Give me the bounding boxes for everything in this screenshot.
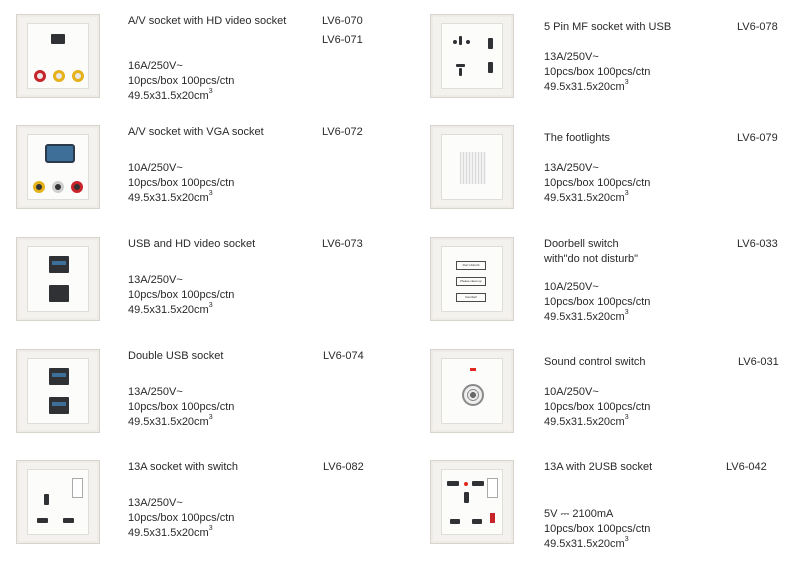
product-sound-control [430,349,800,449]
carton-size: $49.5x31.5x20cm^3$ [544,536,629,550]
carton-size: $49.5x31.5x20cm^3$ [128,525,213,539]
product-name-line2: with"do not disturb" [544,253,639,265]
product-name: A/V socket with VGA socket [128,126,264,138]
rating: 10A/250V~ [544,386,599,398]
rating: 13A/250V~ [128,386,183,398]
product-name: USB and HD video socket [128,238,256,250]
earth-pin-icon [464,492,469,503]
product-specs [544,385,650,430]
product-specs [128,385,234,430]
rating: 13A/250V~ [544,51,599,63]
product-name: The footlights [544,132,611,144]
product-name: 13A with 2USB socket [544,461,653,473]
socket-plate [27,134,89,200]
rca-yellow-icon [72,70,84,82]
rca-red-icon [71,181,83,193]
packing: 10pcs/box 100pcs/ctn [544,523,651,535]
socket-plate [441,469,503,535]
carton-size: $49.5x31.5x20cm^3$ [544,414,629,428]
carton-size: $49.5x31.5x20cm^3$ [544,309,629,323]
packing: 10pcs/box 100pcs/ctn [544,66,651,78]
microphone-sensor-icon [462,384,484,406]
clean-up-button-icon: Please clean up [456,277,486,286]
product-image [430,237,514,321]
socket-plate [27,358,89,424]
rating: 5V ⎓ 2100mA [544,508,614,520]
carton-size: $49.5x31.5x20cm^3$ [128,302,213,316]
product-code-2: LV6-071 [322,34,363,46]
rating: 13A/250V~ [128,497,183,509]
product-image [16,349,100,433]
product-specs [544,280,650,325]
pin-icon [63,518,74,523]
product-image [430,14,514,98]
usb-port-icon [472,481,484,486]
product-code: LV6-082 [323,461,364,473]
packing: 10pcs/box 100pcs/ctn [128,289,235,301]
usb-port-icon [447,481,459,486]
usb-port-icon [488,38,493,49]
socket-plate [441,23,503,89]
usb-port-icon [488,62,493,73]
usb-tongue-icon [52,261,66,265]
pin-icon [450,519,460,524]
product-name: Double USB socket [128,350,224,362]
product-specs [128,496,234,541]
product-code: LV6-073 [322,238,363,250]
product-specs [544,50,650,95]
socket-plate [441,246,503,312]
rocker-switch-icon [487,478,498,498]
socket-plate [27,23,89,89]
carton-size: $49.5x31.5x20cm^3$ [128,88,213,102]
product-image [16,125,100,209]
product-name: A/V socket with HD video socket [128,15,287,27]
carton-size: $49.5x31.5x20cm^3$ [128,190,213,204]
product-code: LV6-042 [726,461,767,473]
rating: 10A/250V~ [128,162,183,174]
usb-tongue-icon [52,402,66,406]
rca-yellow-icon [33,181,45,193]
rating: 16A/250V~ [128,60,183,72]
product-code: LV6-074 [323,350,364,362]
pin-icon [453,40,457,44]
hdmi-port-icon [51,34,65,44]
earth-pin-icon [44,494,49,505]
vga-port-icon [45,144,75,163]
product-av-hd [16,14,411,114]
product-av-vga [16,125,411,225]
socket-plate [441,358,503,424]
product-name: Doorbell switch [544,238,619,250]
socket-plate [27,469,89,535]
product-name: 13A socket with switch [128,461,239,473]
product-image [16,237,100,321]
product-code: LV6-072 [322,126,363,138]
product-specs [544,507,650,552]
indicator-led-icon [470,368,476,371]
product-specs [128,59,234,104]
product-specs [128,161,234,206]
pin-icon [459,36,462,45]
socket-plate [27,246,89,312]
pin-icon [37,518,48,523]
product-code: LV6-078 [737,21,778,33]
switch-indicator-icon [490,513,495,523]
light-grille-icon [460,152,486,184]
rca-white-icon [52,181,64,193]
usb-tongue-icon [52,373,66,377]
product-image [430,349,514,433]
carton-size: $49.5x31.5x20cm^3$ [544,190,629,204]
product-specs [128,273,234,318]
product-image [16,460,100,544]
hdmi-port-icon [49,285,69,302]
pin-icon [459,68,462,76]
pin-icon [456,64,465,67]
product-name: 5 Pin MF socket with USB [544,21,672,33]
product-image [430,125,514,209]
rocker-switch-icon [72,478,83,498]
packing: 10pcs/box 100pcs/ctn [544,296,651,308]
packing: 10pcs/box 100pcs/ctn [544,401,651,413]
rca-yellow-icon [53,70,65,82]
rating: 10A/250V~ [544,281,599,293]
product-code: LV6-079 [737,132,778,144]
product-code: LV6-070 [322,15,363,27]
product-image [16,14,100,98]
pin-icon [466,40,470,44]
rating: 13A/250V~ [128,274,183,286]
product-5pin-usb [430,14,800,114]
product-double-usb [16,349,411,449]
doorbell-button-icon: Doorbell [456,293,486,302]
pin-icon [472,519,482,524]
indicator-led-icon [464,482,468,486]
socket-plate [441,134,503,200]
dont-disturb-button-icon: Don't disturb [456,261,486,270]
product-code: LV6-033 [737,238,778,250]
carton-size: $49.5x31.5x20cm^3$ [544,79,629,93]
product-name: Sound control switch [544,356,646,368]
packing: 10pcs/box 100pcs/ctn [128,177,235,189]
product-specs [544,161,650,206]
product-code: LV6-031 [738,356,779,368]
packing: 10pcs/box 100pcs/ctn [128,512,235,524]
packing: 10pcs/box 100pcs/ctn [544,177,651,189]
packing: 10pcs/box 100pcs/ctn [128,401,235,413]
rating: 13A/250V~ [544,162,599,174]
carton-size: $49.5x31.5x20cm^3$ [128,414,213,428]
product-13a-2usb [430,460,800,560]
product-image [430,460,514,544]
rca-red-icon [34,70,46,82]
product-13a-switch [16,460,411,560]
product-usb-hd [16,237,411,337]
packing: 10pcs/box 100pcs/ctn [128,75,235,87]
product-doorbell [430,237,800,337]
product-footlights [430,125,800,225]
